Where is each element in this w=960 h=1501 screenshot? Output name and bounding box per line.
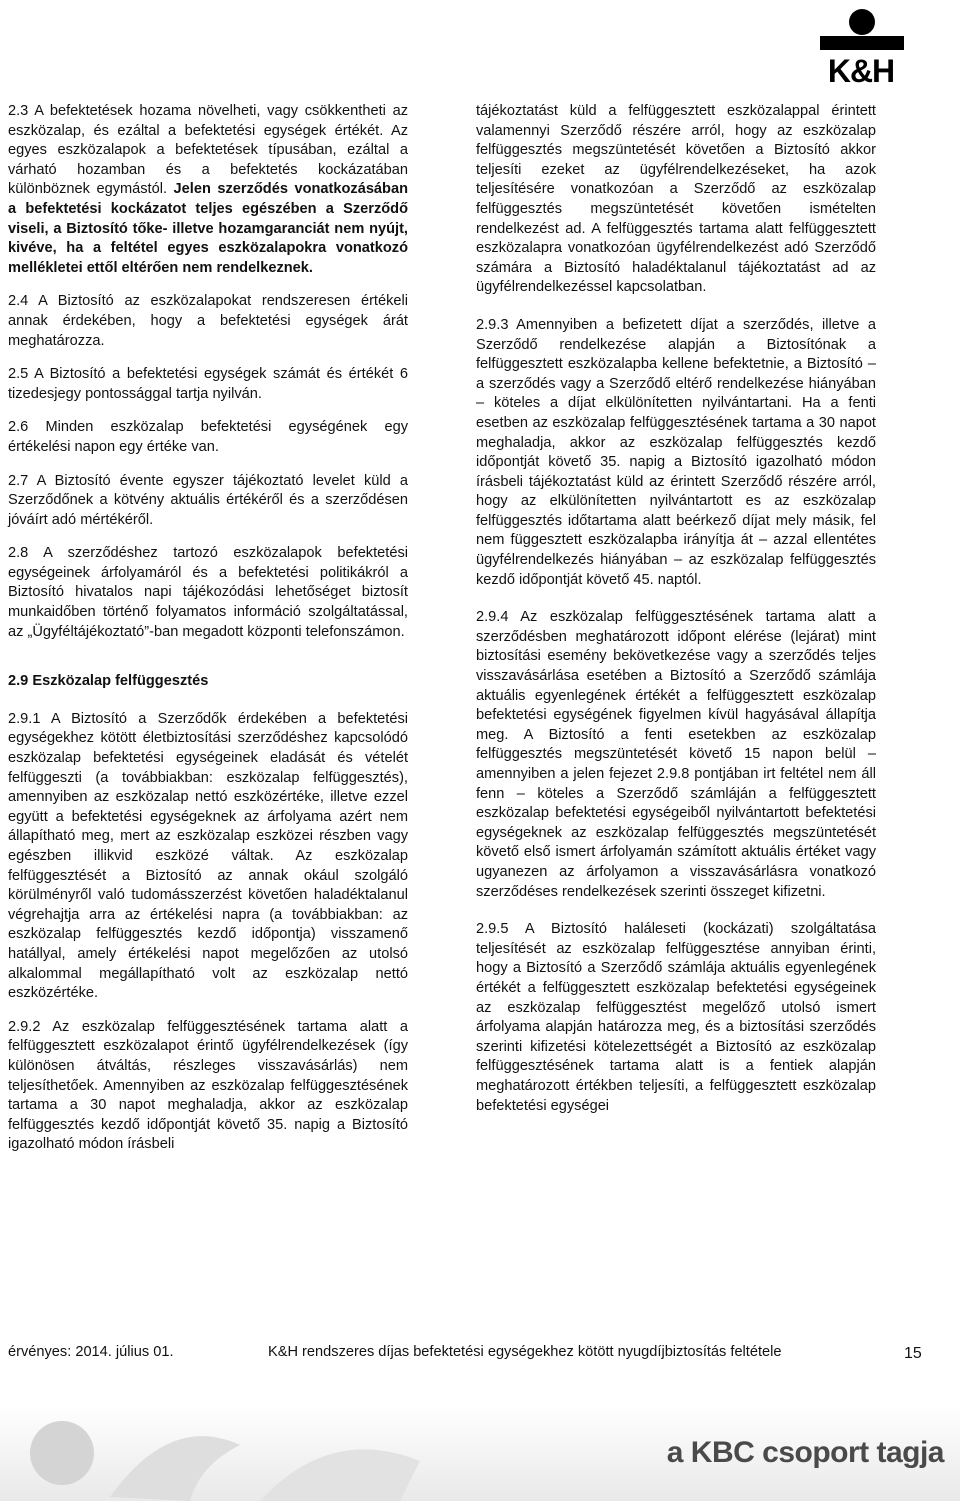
paragraph-2-6: 2.6 Minden eszközalap befektetési egységének egy értékelési napon egy értéke van. [8,419,408,455]
left-column [8,102,408,1155]
section-heading-2-9: 2.9 Eszközalap felfüggesztés [8,673,209,690]
paragraph-2-8: 2.8 A szerződéshez tartozó eszközalapok befektetési egységeinek árfolyamáról és a befektetési politikákról a Biztosító hivatalos napi tájékozódási lehetőséget biztosít munkaidőben történő folyamatos információ szolgáltatással, az „Ügyféltájékoztató”-ban megadott központi telefonszámon. [8,545,408,640]
logo-text: K&H [827,53,895,89]
paragraph-2-7: 2.7 A Biztosító évente egyszer tájékoztató levelet küld a Szerződőnek a kötvény aktuális értékéről és a szerződésen jóváírt adó mértékéről. [8,472,408,528]
right-column [476,102,876,1116]
paragraph-continuation: tájékoztatást küld a felfüggesztett eszközalappal érintett valamennyi Szerződő részére arról, hogy az eszközalap felfüggesztés megszüntetését követően a Biztosító akkor teljesíti ezeket az ügyfélrendelkezéseket, ha azok teljesítésére vonatkozóan a Szerződő az eszközalap felfüggesztés megszüntetését követően ismételten rendelkezést ad. A felfüggesztés tartama alatt felfüggesztett eszközalapra vonatkozóan ügyfélrendelkezést adó Szerződő számára a Biztosító haladéktalanul tájékoztatást ad az ügyfélrendelkezéssel kapcsolatban. [476,103,876,296]
paragraph-2-3 [8,102,408,278]
paragraph-2-3-bold: Jelen szerződés vonatkozásában a befektetési kockázatot teljes egészében a Szerződő viseli, a Biztosító tőke- illetve hozamgaranciát nem nyújt, kivéve, ha a feltétel egyes eszközalapokra vonatkozó mellékletei ettől eltérően nem rendelkeznek. [8,181,408,276]
paragraph-2-9-5: 2.9.5 A Biztosító haláleseti (kockázati) szolgáltatása teljesítését az eszközalap felfüggesztése annyiban érinti, hogy a Biztosító a Szerződő számlája aktuális egyenlegének értékét a felfüggesztett eszközalap befektetési egységeinek az eszközalap felfüggesztést megelőző utolsó ismert árfolyama alapján határozza meg, és a biztosítási szerződés szerinti kifizetési kötelezettségét a Biztosító az eszközalap felfüggesztésének tartama alatt is a fentiek alapján meghatározott értékben teljesíti, a felfüggesztett eszközalap befektetési egységei [476,921,876,1114]
kbc-person-head-icon [30,1421,94,1485]
footer-validity-date: érvényes: 2014. július 01. [8,1344,174,1360]
paragraph-2-4: 2.4 A Biztosító az eszközalapokat rendszeresen értékeli annak érdekében, hogy a befektetési egységek árát meghatározza. [8,293,408,349]
paragraph-2-9-2: 2.9.2 Az eszközalap felfüggesztésének tartama alatt a felfüggesztett eszközalapot érintő ügyfélrendelkezések (így különösen átváltás, részleges visszavásárlás) nem teljesíthetőek. Amennyiben az eszközalap felfüggesztésének tartama a 30 napot meghaladja, akkor az eszközalap felfüggesztés kezdő időpontját követő 35. napig a Biztosító igazolható módon írásbeli [8,1018,408,1153]
kh-logo [806,4,916,89]
page-number: 15 [904,1345,922,1362]
kbc-group-member-text: a KBC csoport tagja [666,1436,944,1469]
page-footer [8,1342,928,1362]
paragraph-2-9-1: 2.9.1 A Biztosító a Szerződők érdekében a befektetési egységekhez kötött életbiztosítási szerződéshez kapcsolódó eszközalap befektetési egységeinek eladását és vételét felfüggeszti (a továbbiakban: eszközalap felfüggesztés), amennyiben az eszközalap nettó eszközértéke, illetve ezzel együtt a befektetési egységeknek az árfolyama azért nem állapítható meg, mert az eszközalap eszközei részben vagy egészben illikvid eszközé váltak. Az eszközalap felfüggesztését a Biztosító az annak okául szolgáló körülményről való tudomásszerzést követően haladéktalanul végrehajtja arra az értékelési napra (a továbbiakban: az eszközalap felfüggesztés kezdő időpontja) visszamenő hatállyal, amely értékelési napot megelőzően az utolsó alkalommal megállapítható volt az eszközalap nettó eszközértéke. [8,710,408,1002]
paragraph-2-5: 2.5 A Biztosító a befektetési egységek számát és értékét 6 tizedesjegy pontossággal tartja nyilván. [8,366,408,402]
paragraph-2-3-intro: 2.3 A befektetések hozama növelheti, vagy csökkentheti az eszközalap, és ezáltal a befektetési egységek értékét. Az egyes eszközalapok a befektetések típusában, ezáltal a várható hozamban és a befektetés kockázatában különböznek egymástól. [8,103,408,198]
paragraph-2-9-3: 2.9.3 Amennyiben a befizetett díjat a szerződés, illetve a Szerződő rendelkezése alapján a Biztosítónak a felfüggesztett eszközalapba kellene befektetnie, a Biztosító – a szerződés vagy a Szerződő eltérő rendelkezése hiányában – köteles a díjat elkülönítetten nyilvántartani. Ha a fenti esetben az eszközalap felfüggesztésének tartama a 30 napot meghaladja, akkor az eszközalap felfüggesztés kezdő időpontját követő 35. napig a Biztosító igazolható módon írásbeli tájékoztatást küld az érintett Szerződő részére arról, hogy az elkülönítetten nyilvántartott es az eszközalap felfüggesztés időtartama alatt beérkező díjat mely másik, fel nem függesztett eszközalapba irányítja át – azzal ellentétes ügyfélrendelkezés hiányában – az eszközalap felfüggesztés kezdő időpontját követő 45. naptól. [476,316,876,588]
footer-document-title: K&H rendszeres díjas befektetési egységekhez kötött nyugdíjbiztosítás feltétele [268,1344,782,1360]
paragraph-2-9-4: 2.9.4 Az eszközalap felfüggesztésének tartama alatt a szerződésben meghatározott időpont elérése (lejárat) mint biztosítási esemény bekövetkezése vagy a szerződés teljes visszavásárlása esetében a Biztosító a Szerződő számlája aktuális egyenlegének értékét a felfüggesztett eszközalap befektetési egységének figyelmen kívül hagyásával állapítja meg. A Biztosító a fenti esetekben az eszközalap felfüggesztés megszüntetését követő 15 napon belül – amennyiben a jelen fejezet 2.9.8 pontjában irt feltétel nem áll fenn – köteles a Szerződő számláján a felfüggesztett eszközalap befektetési egységeiből nyilvántartott befektetési egységeknek az eszközalap felfüggesztés megszüntetését követő első ismert árfolyamán számított aktuális értéket vagy ugyanezen az árfolyamon a visszavásárlásra vonatkozó szerződéses rendelkezések szerinti összeget kifizetni. [476,609,876,900]
